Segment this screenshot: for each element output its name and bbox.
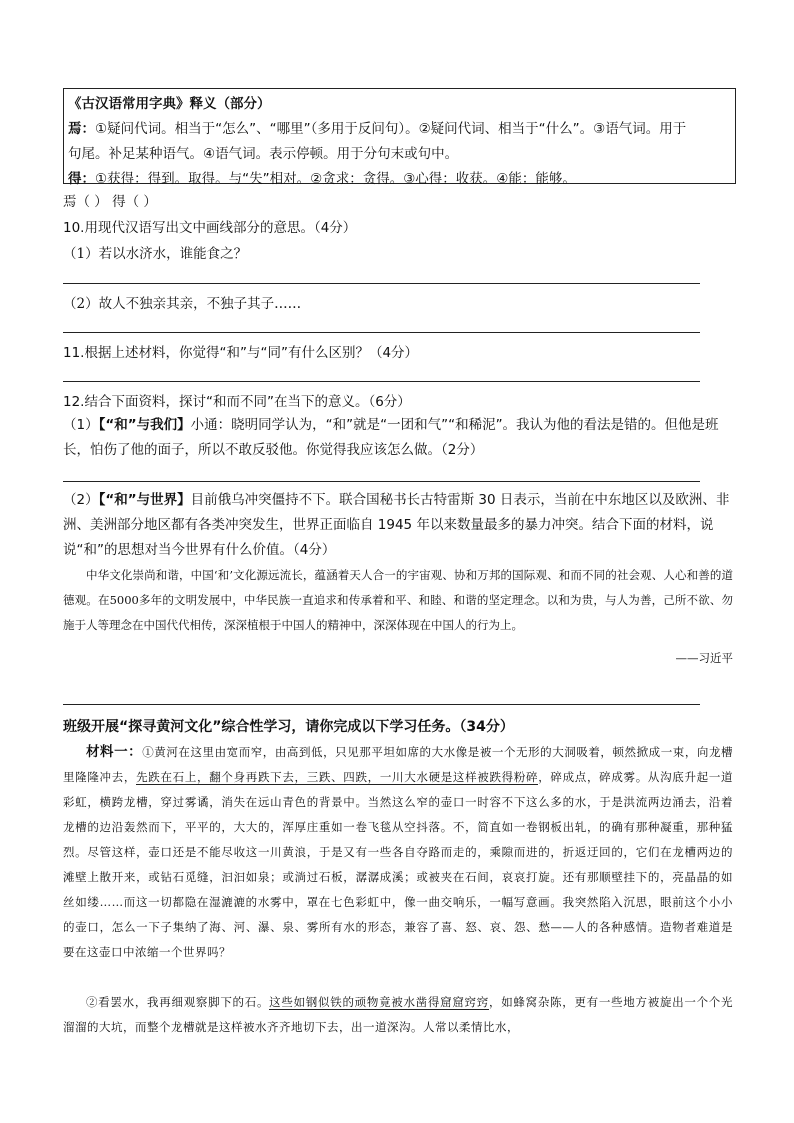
quote-source: ——习近平 bbox=[675, 651, 733, 665]
q12-part-2: （2）【“和”与世界】目前俄乌冲突僵持不下。联合国秘书长古特雷斯 30 日表示，当前在中东地区以及欧洲、非洲、美洲部分地区都有各类冲突发生，世界正面临自 1945 年以来数量最多的暴力冲突。结合下面的材料，说说“和”的思想对当今世界有什么价值。（4分） bbox=[63, 492, 730, 558]
q11-prompt: 11.根据上述材料，你觉得“和”与“同”有什么区别？（4分） bbox=[63, 345, 419, 361]
answer-line[interactable] bbox=[63, 704, 700, 705]
answer-line[interactable] bbox=[63, 381, 700, 382]
xi-quote bbox=[63, 563, 733, 671]
answer-line[interactable] bbox=[63, 481, 700, 482]
part1-heading: 【“和”与我们】 bbox=[98, 417, 191, 433]
quote-text: 中华文化崇尚和谐，中国‘和’文化源远流长，蕴涵着天人合一的宇宙观、协和万邦的国际观、和而不同的社会观、人心和善的道德观。在5000多年的文明发展中，中华民族一直追求和传承着和平、和睦、和谐的坚定理念。以和为贵，与人为善，己所不欲、勿施于人等理念在中国代代相传，深深植根于中国人的精神中，深深体现在中国人的行为上。 bbox=[63, 568, 733, 632]
q12-part-1: （1）【“和”与我们】小通：晓明同学认为，“和”就是“一团和气”“和稀泥”。我认为他的看法是错的。但他是班长，怕伤了他的面子，所以不敢反驳他。你觉得我应该怎么做。（2分） bbox=[63, 417, 719, 458]
dictionary-box bbox=[63, 88, 736, 187]
yan-definition: 焉：①疑问代词。相当于“怎么”、“哪里”（多用于反问句）。②疑问代词、相当于“什么”。③语气词。用于 bbox=[68, 121, 687, 137]
underlined-sentence: 这些如钢似铁的顽物竟被水凿得窟窟窍窍 bbox=[269, 995, 489, 1009]
yan-definition-cont: 句尾。补足某种语气。④语气词。表示停顿。用于分句末或句中。 bbox=[68, 146, 459, 162]
material-1-heading: 材料一： bbox=[86, 744, 143, 760]
part2-heading: 【“和”与世界】 bbox=[98, 492, 191, 508]
underlined-sentence: 先跌在石上，翻个身再跌下去，三跌、四跌，一川大水硬是这样被跌得粉碎 bbox=[136, 770, 539, 784]
material-1-para-1: 材料一：①黄河在这里由宽而窄，由高到低，只见那平坦如席的大水像是被一个无形的大洞吸着，顿然掀成一束，向龙槽里隆隆冲去，先跌在石上，翻个身再跌下去，三跌、四跌，一川大水硬是这样被跌得粉碎，碎成点，碎成雾。从沟底升起一道彩虹，横跨龙槽，穿过雾谲，消失在远山青色的背景中。当然这么窄的壶口一时容不下这么多的水，于是洪流两边涌去，沿着龙槽的边沿轰然而下，平平的，大大的，浑厚庄重如一卷飞毯从空抖落。不，简直如一卷钢板出轧，的确有那种凝重，那种猛烈。尽管这样，壶口还是不能尽收这一川黄浪，于是又有一些各自夺路而走的，乘隙而进的，折返迂回的，它们在龙槽两边的滩壁上散开来，或钻石觅缝，汩汩如泉；或淌过石板，潺潺成溪；或被夹在石间，哀哀打旋。还有那顺壁挂下的，亮晶晶的如丝如缕……而这一切都隐在湿漉漉的水雾中，罩在七色彩虹中，像一曲交响乐，一幅写意画。我突然陷入沉思，眼前这个小小的壶口，怎么一下子集纳了海、河、瀑、泉、雾所有水的形态，兼容了喜、怒、哀、怨、愁——人的各种感情。造物者难道是要在这壶口中浓缩一个世界吗？ bbox=[63, 744, 734, 959]
fill-blank-line[interactable]: 焉（ ） 得（ ） bbox=[63, 194, 157, 210]
answer-line[interactable] bbox=[63, 332, 700, 333]
section-title: 班级开展“探寻黄河文化”综合性学习，请你完成以下学习任务。（34分） bbox=[63, 719, 514, 735]
q10-item-2: （2）故人不独亲其亲，不独子其子…… bbox=[63, 296, 302, 312]
q10-item-1: （1）若以水济水，谁能食之？ bbox=[63, 246, 248, 262]
q12-prompt: 12.结合下面资料，探讨“和而不同”在当下的意义。（6分） bbox=[63, 394, 411, 410]
q10-prompt: 10.用现代汉语写出文中画线部分的意思。（4分） bbox=[63, 220, 357, 236]
dictionary-title: 《古汉语常用字典》释义（部分） bbox=[68, 96, 271, 112]
material-1-para-2: ②看罢水，我再细观察脚下的石。这些如钢似铁的顽物竟被水凿得窟窟窍窍，如蜂窝杂陈，更有一些地方被旋出一个个光溜溜的大坑，而整个龙槽就是这样被水齐齐地切下去，出一道深沟。人常以柔情比水， bbox=[63, 995, 734, 1034]
answer-line[interactable] bbox=[63, 283, 700, 284]
de-definition: 得：①获得：得到。取得。与“失”相对。②贪求：贪得。③心得：收获。④能：能够。 bbox=[68, 171, 576, 187]
